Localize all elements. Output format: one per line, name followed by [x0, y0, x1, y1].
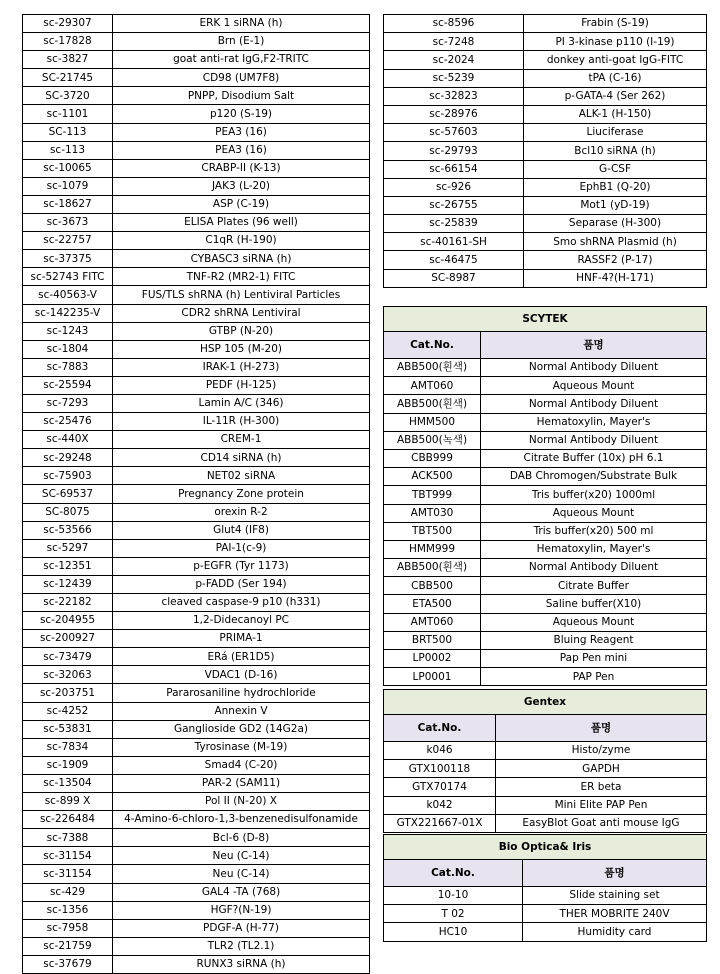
product-name-cell: Liuciferase — [524, 124, 707, 142]
cat-no-cell: sc-7958 — [23, 919, 113, 937]
table-row — [23, 195, 370, 213]
product-name-cell: PRIMA-1 — [113, 630, 370, 648]
product-name-cell: IRAK-1 (H-273) — [113, 358, 370, 376]
cat-no-cell: sc-13504 — [23, 774, 113, 792]
table-row — [23, 829, 370, 847]
table-row — [23, 955, 370, 973]
product-name-cell: CDR2 shRNA Lentiviral — [113, 304, 370, 322]
product-name-cell: Bcl10 siRNA (h) — [524, 142, 707, 160]
table-row — [23, 431, 370, 449]
cat-no-cell: ABB500(흰색) — [384, 359, 481, 377]
cat-no-cell: CBB500 — [384, 577, 481, 595]
table-row — [384, 742, 707, 760]
table-row — [23, 123, 370, 141]
product-name-cell: CRABP-II (K-13) — [113, 159, 370, 177]
section-title-gentex: Gentex — [384, 690, 707, 715]
product-name-cell: Lamin A/C (346) — [113, 394, 370, 412]
product-name-cell: TLR2 (TL2.1) — [113, 937, 370, 955]
cat-no-cell: TBT500 — [384, 522, 481, 540]
product-name-cell: Normal Antibody Diluent — [481, 359, 707, 377]
table-row — [23, 467, 370, 485]
product-name-cell: JAK3 (L-20) — [113, 177, 370, 195]
product-name-cell: CYBASC3 siRNA (h) — [113, 250, 370, 268]
product-name-cell: Saline buffer(X10) — [481, 595, 707, 613]
cat-no-cell: sc-18627 — [23, 195, 113, 213]
product-name-cell: Pararosaniline hydrochloride — [113, 684, 370, 702]
table-row — [23, 702, 370, 720]
table-row — [23, 304, 370, 322]
cat-no-cell: sc-5297 — [23, 539, 113, 557]
product-name-cell: PAP Pen — [481, 668, 707, 686]
cat-no-cell: TBT999 — [384, 486, 481, 504]
product-name-cell: VDAC1 (D-16) — [113, 666, 370, 684]
table-row — [23, 648, 370, 666]
table-row — [23, 756, 370, 774]
table-row — [23, 33, 370, 51]
product-name-cell: FUS/TLS shRNA (h) Lentiviral Particles — [113, 286, 370, 304]
table-row — [23, 575, 370, 593]
table-row — [384, 887, 707, 905]
table-row — [23, 539, 370, 557]
product-name-cell: Pol II (N-20) X — [113, 793, 370, 811]
product-name-cell: Separase (H-300) — [524, 215, 707, 233]
table-row — [384, 269, 707, 287]
product-name-cell: Bcl-6 (D-8) — [113, 829, 370, 847]
table-row — [23, 15, 370, 33]
table-row — [384, 486, 707, 504]
product-name-cell: Humidity card — [523, 923, 707, 941]
column-header-cat-no: Cat.No. — [384, 332, 481, 359]
column-header-cat-no: Cat.No. — [384, 860, 523, 887]
cat-no-cell: CBB999 — [384, 449, 481, 467]
cat-no-cell: sc-142235-V — [23, 304, 113, 322]
cat-no-cell: sc-29793 — [384, 142, 524, 160]
cat-no-cell: sc-8596 — [384, 15, 524, 33]
table-row — [23, 811, 370, 829]
scytek-table — [383, 306, 707, 686]
product-name-cell: ELISA Plates (96 well) — [113, 214, 370, 232]
product-name-cell: ER beta — [496, 778, 707, 796]
cat-no-cell: sc-12351 — [23, 557, 113, 575]
cat-no-cell: sc-25839 — [384, 215, 524, 233]
table-row — [384, 796, 707, 814]
left-product-table — [22, 14, 370, 974]
table-row — [23, 847, 370, 865]
cat-no-cell: LP0002 — [384, 650, 481, 668]
product-name-cell: IL-11R (H-300) — [113, 413, 370, 431]
product-name-cell: Normal Antibody Diluent — [481, 559, 707, 577]
cat-no-cell: sc-926 — [384, 178, 524, 196]
product-name-cell: Pap Pen mini — [481, 650, 707, 668]
cat-no-cell: sc-28976 — [384, 105, 524, 123]
table-row — [384, 631, 707, 649]
cat-no-cell: sc-203751 — [23, 684, 113, 702]
product-name-cell: C1qR (H-190) — [113, 232, 370, 250]
table-row — [23, 358, 370, 376]
cat-no-cell: sc-37375 — [23, 250, 113, 268]
cat-no-cell: SC-8987 — [384, 269, 524, 287]
product-name-cell: PEDF (H-125) — [113, 376, 370, 394]
table-row — [23, 340, 370, 358]
table-row — [384, 15, 707, 33]
cat-no-cell: sc-75903 — [23, 467, 113, 485]
cat-no-cell: sc-1079 — [23, 177, 113, 195]
table-row — [23, 105, 370, 123]
table-row — [23, 738, 370, 756]
table-row — [23, 774, 370, 792]
product-name-cell: RASSF2 (P-17) — [524, 251, 707, 269]
table-row — [384, 178, 707, 196]
product-name-cell: PI 3-kinase p110 (I-19) — [524, 33, 707, 51]
cat-no-cell: sc-1356 — [23, 901, 113, 919]
cat-no-cell: sc-7248 — [384, 33, 524, 51]
cat-no-cell: sc-2024 — [384, 51, 524, 69]
table-row — [384, 923, 707, 941]
cat-no-cell: sc-4252 — [23, 702, 113, 720]
cat-no-cell: sc-21759 — [23, 937, 113, 955]
product-name-cell: Ganglioside GD2 (14G2a) — [113, 720, 370, 738]
table-row — [23, 232, 370, 250]
product-name-cell: Mini Elite PAP Pen — [496, 796, 707, 814]
table-row — [23, 793, 370, 811]
product-name-cell: p120 (S-19) — [113, 105, 370, 123]
cat-no-cell: sc-22182 — [23, 594, 113, 612]
table-row — [384, 905, 707, 923]
cat-no-cell: AMT030 — [384, 504, 481, 522]
product-name-cell: p-GATA-4 (Ser 262) — [524, 87, 707, 105]
table-row — [384, 449, 707, 467]
product-name-cell: Frabin (S-19) — [524, 15, 707, 33]
product-name-cell: Mot1 (yD-19) — [524, 196, 707, 214]
gentex-table — [383, 689, 707, 833]
cat-no-cell: GTX100118 — [384, 760, 496, 778]
cat-no-cell: sc-40161-SH — [384, 233, 524, 251]
product-name-cell: PEA3 (16) — [113, 123, 370, 141]
table-row — [384, 522, 707, 540]
product-name-cell: cleaved caspase-9 p10 (h331) — [113, 594, 370, 612]
cat-no-cell: HMM500 — [384, 413, 481, 431]
product-name-cell: Tris buffer(x20) 500 ml — [481, 522, 707, 540]
cat-no-cell: sc-25476 — [23, 413, 113, 431]
table-row — [23, 865, 370, 883]
product-name-cell: Citrate Buffer — [481, 577, 707, 595]
table-row — [384, 215, 707, 233]
product-name-cell: Aqueous Mount — [481, 613, 707, 631]
table-row — [23, 666, 370, 684]
cat-no-cell: sc-46475 — [384, 251, 524, 269]
product-name-cell: GAPDH — [496, 760, 707, 778]
table-row — [23, 503, 370, 521]
cat-no-cell: SC-69537 — [23, 485, 113, 503]
table-row — [384, 160, 707, 178]
table-row — [23, 69, 370, 87]
product-name-cell: Pregnancy Zone protein — [113, 485, 370, 503]
cat-no-cell: sc-53566 — [23, 521, 113, 539]
cat-no-cell: GTX70174 — [384, 778, 496, 796]
cat-no-cell: BRT500 — [384, 631, 481, 649]
table-row — [384, 33, 707, 51]
cat-no-cell: sc-66154 — [384, 160, 524, 178]
cat-no-cell: sc-7883 — [23, 358, 113, 376]
product-name-cell: G-CSF — [524, 160, 707, 178]
cat-no-cell: sc-53831 — [23, 720, 113, 738]
table-row — [23, 268, 370, 286]
product-name-cell: Annexin V — [113, 702, 370, 720]
product-name-cell: Brn (E-1) — [113, 33, 370, 51]
table-row — [23, 883, 370, 901]
cat-no-cell: ABB500(녹색) — [384, 431, 481, 449]
table-row — [23, 937, 370, 955]
table-row — [23, 87, 370, 105]
product-name-cell: Tyrosinase (M-19) — [113, 738, 370, 756]
product-name-cell: Aqueous Mount — [481, 377, 707, 395]
cat-no-cell: sc-7834 — [23, 738, 113, 756]
table-row — [384, 251, 707, 269]
cat-no-cell: AMT060 — [384, 613, 481, 631]
table-row — [384, 668, 707, 686]
table-row — [384, 395, 707, 413]
table-row — [384, 540, 707, 558]
table-row — [23, 521, 370, 539]
table-row — [384, 559, 707, 577]
cat-no-cell: sc-7293 — [23, 394, 113, 412]
cat-no-cell: sc-22757 — [23, 232, 113, 250]
table-row — [23, 322, 370, 340]
product-name-cell: GAL4 -TA (768) — [113, 883, 370, 901]
cat-no-cell: sc-32063 — [23, 666, 113, 684]
section-title-scytek: SCYTEK — [384, 307, 707, 332]
product-name-cell: EasyBlot Goat anti mouse IgG — [496, 814, 707, 832]
product-name-cell: Bluing Reagent — [481, 631, 707, 649]
product-name-cell: Citrate Buffer (10x) pH 6.1 — [481, 449, 707, 467]
cat-no-cell: SC-113 — [23, 123, 113, 141]
table-row — [23, 394, 370, 412]
table-row — [23, 177, 370, 195]
product-name-cell: PAR-2 (SAM11) — [113, 774, 370, 792]
product-name-cell: Smo shRNA Plasmid (h) — [524, 233, 707, 251]
product-name-cell: HSP 105 (M-20) — [113, 340, 370, 358]
product-name-cell: Smad4 (C-20) — [113, 756, 370, 774]
product-name-cell: tPA (C-16) — [524, 69, 707, 87]
column-header-product-name: 품명 — [481, 332, 707, 359]
cat-no-cell: sc-440X — [23, 431, 113, 449]
column-header-cat-no: Cat.No. — [384, 715, 496, 742]
cat-no-cell: sc-57603 — [384, 124, 524, 142]
cat-no-cell: sc-73479 — [23, 648, 113, 666]
cat-no-cell: ABB500(흰색) — [384, 559, 481, 577]
product-name-cell: Glut4 (IF8) — [113, 521, 370, 539]
cat-no-cell: sc-1101 — [23, 105, 113, 123]
table-row — [384, 650, 707, 668]
product-name-cell: 1,2-Didecanoyl PC — [113, 612, 370, 630]
product-name-cell: DAB Chromogen/Substrate Bulk — [481, 468, 707, 486]
product-name-cell: 4-Amino-6-chloro-1,3-benzenedisulfonamide — [113, 811, 370, 829]
cat-no-cell: sc-1804 — [23, 340, 113, 358]
cat-no-cell: k042 — [384, 796, 496, 814]
product-name-cell: PDGF-A (H-77) — [113, 919, 370, 937]
table-row — [384, 377, 707, 395]
table-row — [384, 69, 707, 87]
product-name-cell: goat anti-rat IgG,F2-TRITC — [113, 51, 370, 69]
table-row — [23, 485, 370, 503]
table-row — [384, 468, 707, 486]
table-row — [23, 449, 370, 467]
product-name-cell: CD98 (UM7F8) — [113, 69, 370, 87]
product-name-cell: donkey anti-goat IgG-FITC — [524, 51, 707, 69]
product-name-cell: THER MOBRITE 240V — [523, 905, 707, 923]
table-row — [384, 87, 707, 105]
product-name-cell: ASP (C-19) — [113, 195, 370, 213]
product-name-cell: Tris buffer(x20) 1000ml — [481, 486, 707, 504]
cat-no-cell: sc-7388 — [23, 829, 113, 847]
table-row — [23, 51, 370, 69]
cat-no-cell: sc-200927 — [23, 630, 113, 648]
product-name-cell: Hematoxylin, Mayer's — [481, 540, 707, 558]
table-row — [384, 431, 707, 449]
product-name-cell: CD14 siRNA (h) — [113, 449, 370, 467]
table-row — [23, 413, 370, 431]
right-product-table — [383, 14, 707, 288]
cat-no-cell: sc-12439 — [23, 575, 113, 593]
cat-no-cell: AMT060 — [384, 377, 481, 395]
table-row — [384, 51, 707, 69]
product-name-cell: Slide staining set — [523, 887, 707, 905]
cat-no-cell: sc-29307 — [23, 15, 113, 33]
cat-no-cell: sc-25594 — [23, 376, 113, 394]
product-name-cell: Histo/zyme — [496, 742, 707, 760]
table-row — [23, 630, 370, 648]
product-name-cell: ALK-1 (H-150) — [524, 105, 707, 123]
product-name-cell: p-FADD (Ser 194) — [113, 575, 370, 593]
product-name-cell: Aqueous Mount — [481, 504, 707, 522]
cat-no-cell: ABB500(흰색) — [384, 395, 481, 413]
table-row — [23, 141, 370, 159]
table-row — [23, 720, 370, 738]
cat-no-cell: ACK500 — [384, 468, 481, 486]
cat-no-cell: sc-31154 — [23, 865, 113, 883]
table-row — [384, 613, 707, 631]
product-name-cell: Normal Antibody Diluent — [481, 431, 707, 449]
product-name-cell: HGF?(N-19) — [113, 901, 370, 919]
bio-optica-table — [383, 834, 707, 942]
table-row — [23, 376, 370, 394]
cat-no-cell: sc-17828 — [23, 33, 113, 51]
cat-no-cell: sc-226484 — [23, 811, 113, 829]
table-row — [384, 577, 707, 595]
cat-no-cell: GTX221667-01X — [384, 814, 496, 832]
product-name-cell: Neu (C-14) — [113, 865, 370, 883]
product-name-cell: RUNX3 siRNA (h) — [113, 955, 370, 973]
table-row — [384, 124, 707, 142]
cat-no-cell: sc-3673 — [23, 214, 113, 232]
table-row — [384, 413, 707, 431]
cat-no-cell: sc-3827 — [23, 51, 113, 69]
cat-no-cell: sc-32823 — [384, 87, 524, 105]
product-name-cell: Hematoxylin, Mayer's — [481, 413, 707, 431]
product-name-cell: NET02 siRNA — [113, 467, 370, 485]
column-header-product-name: 품명 — [496, 715, 707, 742]
table-row — [23, 286, 370, 304]
table-row — [384, 196, 707, 214]
product-name-cell: CREM-1 — [113, 431, 370, 449]
product-name-cell: PAI-1(c-9) — [113, 539, 370, 557]
product-name-cell: PEA3 (16) — [113, 141, 370, 159]
product-name-cell: orexin R-2 — [113, 503, 370, 521]
cat-no-cell: sc-26755 — [384, 196, 524, 214]
table-row — [23, 901, 370, 919]
cat-no-cell: sc-113 — [23, 141, 113, 159]
table-row — [23, 919, 370, 937]
product-name-cell: ERá (ER1D5) — [113, 648, 370, 666]
cat-no-cell: sc-40563-V — [23, 286, 113, 304]
cat-no-cell: sc-10065 — [23, 159, 113, 177]
cat-no-cell: sc-899 X — [23, 793, 113, 811]
cat-no-cell: sc-29248 — [23, 449, 113, 467]
cat-no-cell: sc-204955 — [23, 612, 113, 630]
column-header-product-name: 품명 — [523, 860, 707, 887]
cat-no-cell: HC10 — [384, 923, 523, 941]
cat-no-cell: T 02 — [384, 905, 523, 923]
table-row — [23, 557, 370, 575]
cat-no-cell: ETA500 — [384, 595, 481, 613]
cat-no-cell: sc-37679 — [23, 955, 113, 973]
cat-no-cell: 10-10 — [384, 887, 523, 905]
product-name-cell: HNF-4?(H-171) — [524, 269, 707, 287]
table-row — [384, 504, 707, 522]
table-row — [384, 142, 707, 160]
cat-no-cell: sc-429 — [23, 883, 113, 901]
product-name-cell: p-EGFR (Tyr 1173) — [113, 557, 370, 575]
cat-no-cell: HMM999 — [384, 540, 481, 558]
table-row — [23, 612, 370, 630]
cat-no-cell: SC-21745 — [23, 69, 113, 87]
product-name-cell: Normal Antibody Diluent — [481, 395, 707, 413]
product-name-cell: TNF-R2 (MR2-1) FITC — [113, 268, 370, 286]
table-row — [23, 594, 370, 612]
table-row — [23, 684, 370, 702]
cat-no-cell: sc-5239 — [384, 69, 524, 87]
product-name-cell: EphB1 (Q-20) — [524, 178, 707, 196]
cat-no-cell: sc-1243 — [23, 322, 113, 340]
table-row — [384, 760, 707, 778]
product-name-cell: Neu (C-14) — [113, 847, 370, 865]
table-row — [384, 595, 707, 613]
table-row — [384, 359, 707, 377]
table-row — [23, 214, 370, 232]
table-row — [384, 814, 707, 832]
table-row — [384, 778, 707, 796]
cat-no-cell: SC-3720 — [23, 87, 113, 105]
table-row — [23, 159, 370, 177]
table-row — [23, 250, 370, 268]
table-row — [384, 233, 707, 251]
cat-no-cell: sc-31154 — [23, 847, 113, 865]
cat-no-cell: sc-1909 — [23, 756, 113, 774]
product-name-cell: ERK 1 siRNA (h) — [113, 15, 370, 33]
table-row — [384, 105, 707, 123]
product-name-cell: PNPP, Disodium Salt — [113, 87, 370, 105]
cat-no-cell: sc-52743 FITC — [23, 268, 113, 286]
cat-no-cell: k046 — [384, 742, 496, 760]
section-title-bio-optica: Bio Optica& Iris — [384, 835, 707, 860]
cat-no-cell: LP0001 — [384, 668, 481, 686]
product-name-cell: GTBP (N-20) — [113, 322, 370, 340]
cat-no-cell: SC-8075 — [23, 503, 113, 521]
